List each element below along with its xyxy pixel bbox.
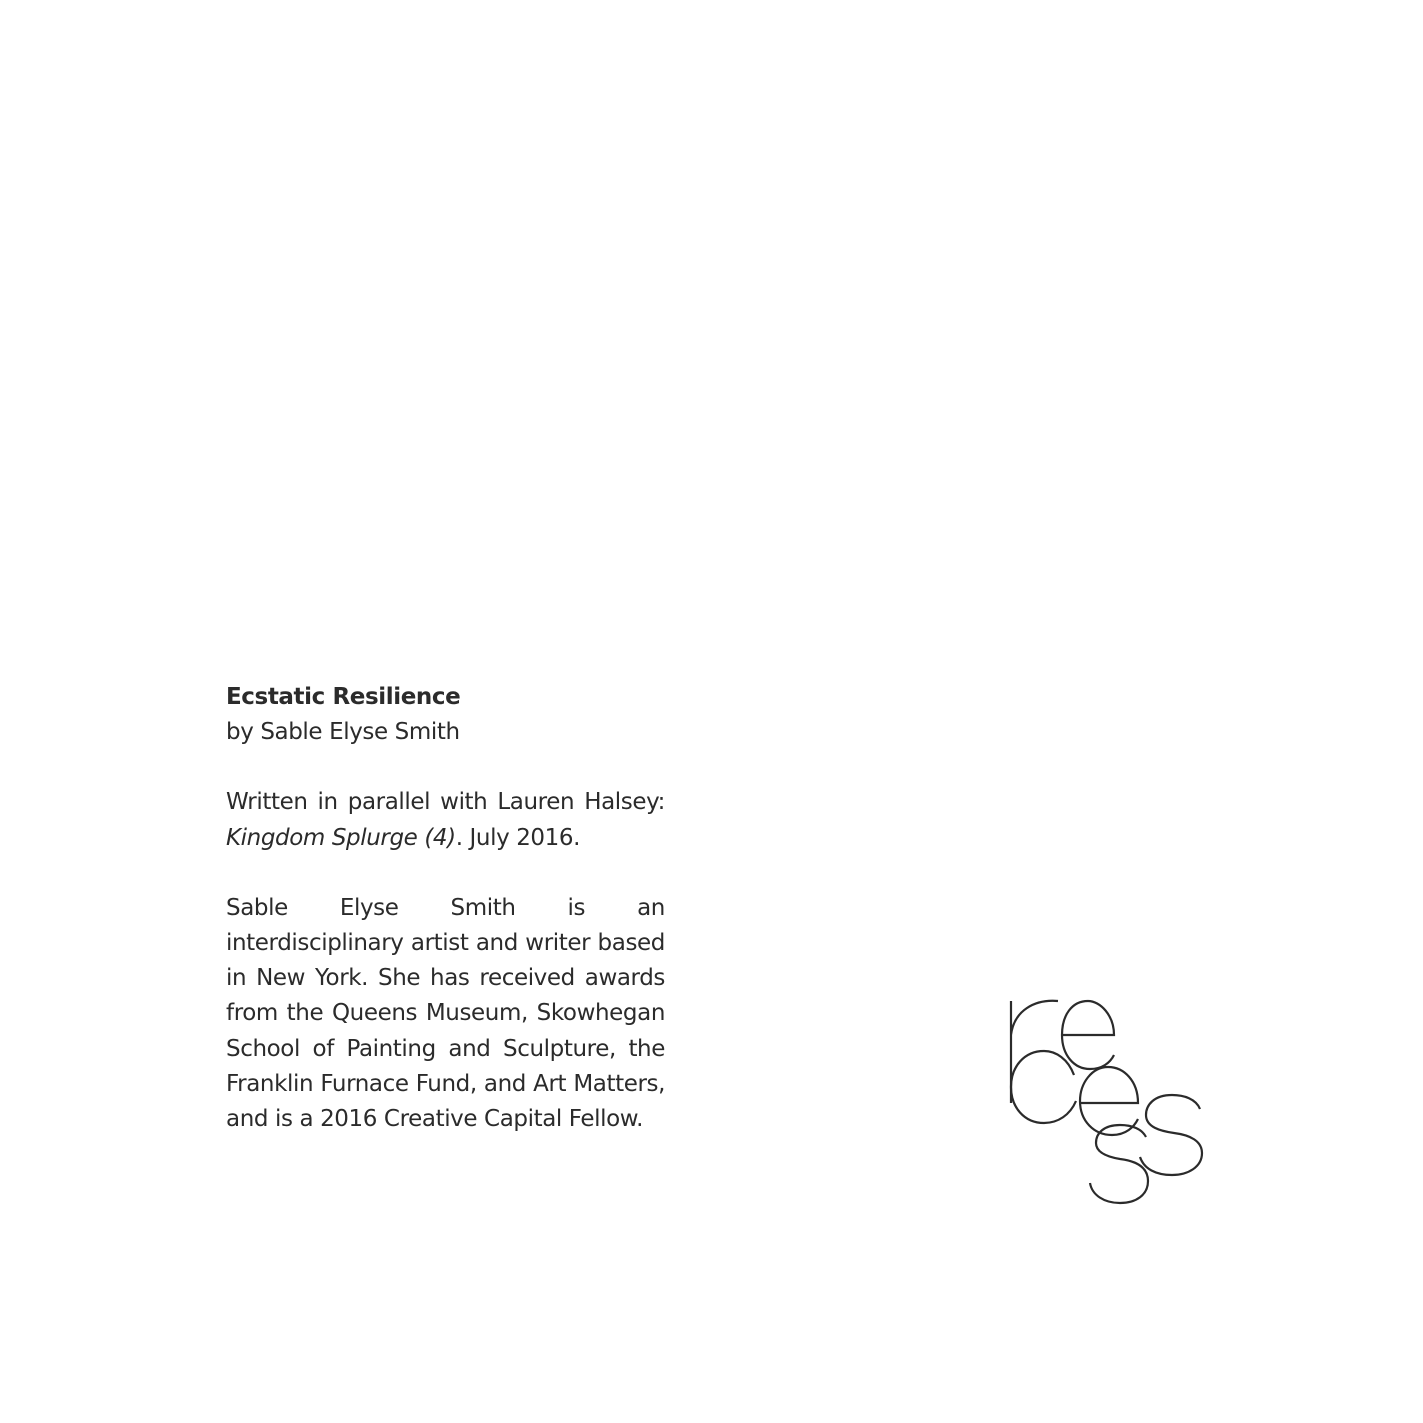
logo-letter-e-top bbox=[1062, 1001, 1114, 1069]
written-note bbox=[226, 785, 665, 855]
logo-letter-s-right bbox=[1140, 1095, 1202, 1175]
article-text bbox=[226, 680, 665, 1137]
article-byline: by Sable Elyse Smith bbox=[226, 719, 460, 746]
note-prefix: Written in parallel with Lauren Halsey: bbox=[226, 789, 665, 816]
article-title: Ecstatic Resilience bbox=[226, 684, 461, 710]
note-suffix: . July 2016. bbox=[455, 824, 581, 851]
recess-logo bbox=[1000, 995, 1210, 1210]
work-title: Kingdom Splurge (4) bbox=[226, 824, 456, 851]
logo-letter-c bbox=[1011, 1051, 1076, 1123]
logo-letter-s-bottom bbox=[1090, 1125, 1148, 1203]
author-bio: Sable Elyse Smith is an interdisciplinary artist and writer based in New York. She has received awards from the Queens Museum, Skowhegan School of Painting and Sculpture, the Franklin Furnace Fund, and Art Matters, and is a 2016 Creative Capital Fellow. bbox=[226, 894, 665, 1133]
